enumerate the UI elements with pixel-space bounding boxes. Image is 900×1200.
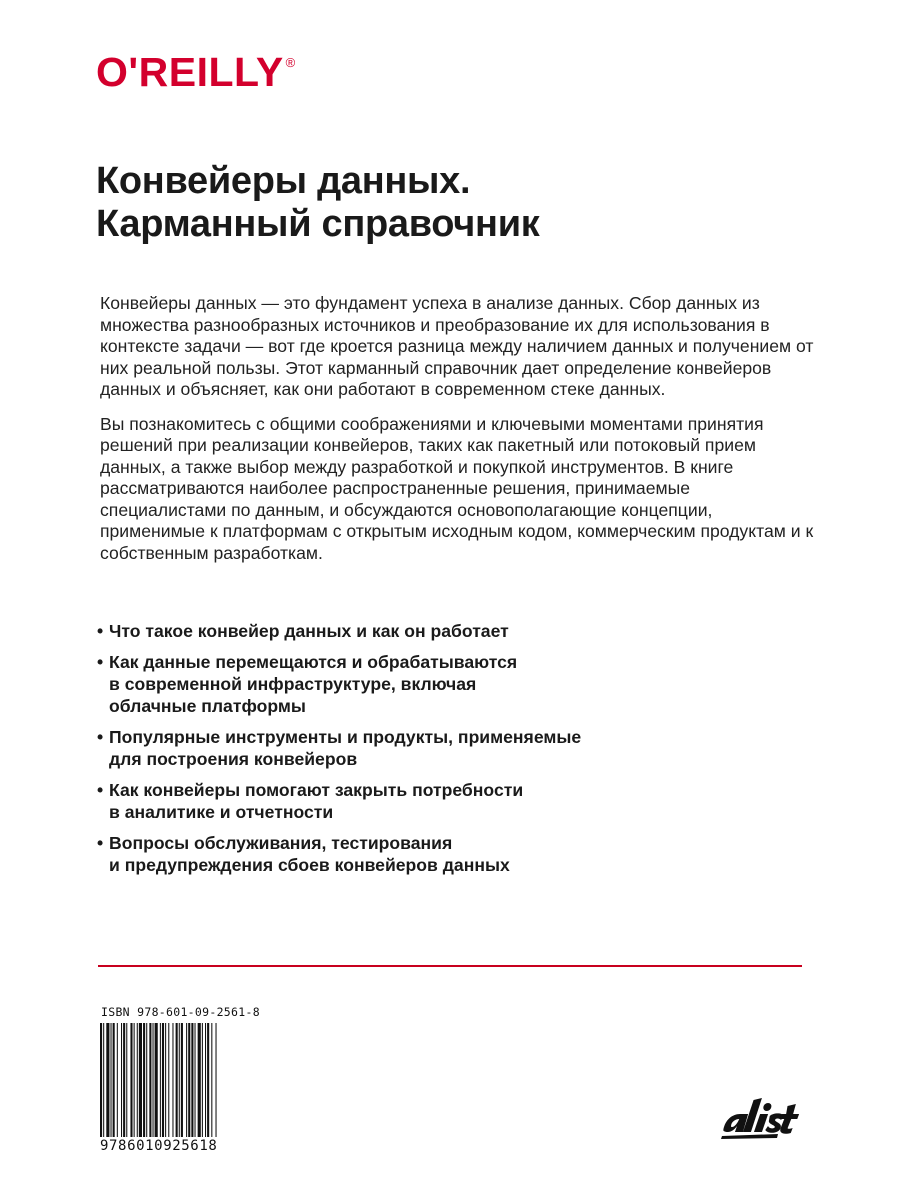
- barcode-bar: [160, 1023, 161, 1137]
- book-description: [100, 293, 820, 577]
- topic-line: для построения конвейеров: [109, 749, 358, 769]
- topic-line: • Как данные перемещаются и обрабатываются: [109, 652, 518, 672]
- barcode-bar: [121, 1023, 122, 1137]
- barcode-bar: [117, 1023, 118, 1137]
- alist-logo-underline: [721, 1134, 778, 1139]
- description-paragraph-2: Вы познакомитесь с общими соображениями и ключевыми моментами принятия решений при реализации конвейеров, таких как пакетный или потоковый прием данных, а также выбор между разработкой и покупкой инструментов. В книге рассматриваются наиболее распространенные решения, принимаемые специалистами по данным, и обсуждаются основополагающие концепции, применимые к платформам с открытым исходным кодом, коммерческим продуктам и к собственным разработкам.: [100, 413, 814, 563]
- barcode-bar: [130, 1023, 132, 1137]
- barcode-bar: [179, 1023, 180, 1137]
- topic-item: [97, 651, 737, 717]
- topic-item: [97, 779, 737, 823]
- barcode-bar: [211, 1023, 212, 1137]
- book-title-line-1: Конвейеры данных.: [96, 160, 471, 202]
- barcode-bar: [134, 1023, 135, 1137]
- barcode-bar: [123, 1023, 125, 1137]
- book-title: [96, 160, 816, 246]
- barcode-bar: [195, 1023, 196, 1137]
- barcode-bar: [207, 1023, 209, 1137]
- publisher-logo: [96, 49, 296, 95]
- barcode-bar: [155, 1023, 158, 1137]
- barcode-bar: [181, 1023, 183, 1137]
- barcode-bar: [216, 1023, 217, 1137]
- barcode-bar: [176, 1023, 178, 1137]
- barcode-bar: [146, 1023, 147, 1137]
- topic-line: в аналитике и отчетности: [109, 802, 334, 822]
- divider-rule: [98, 965, 802, 967]
- barcode-bar: [126, 1023, 127, 1137]
- barcode-bar: [162, 1023, 164, 1137]
- barcode-bar: [103, 1023, 104, 1137]
- barcode-bar: [143, 1023, 145, 1137]
- topic-line: • Популярные инструменты и продукты, применяемые: [109, 727, 582, 747]
- barcode-digits: 9786010925618: [100, 1138, 218, 1154]
- isbn-label: ISBN 978-601-09-2561-8: [101, 1005, 260, 1019]
- barcode-bar: [149, 1023, 151, 1137]
- barcode-bar: [165, 1023, 166, 1137]
- alist-logo: [720, 1092, 806, 1140]
- topic-item: [97, 832, 737, 876]
- topic-line: облачные платформы: [109, 696, 306, 716]
- barcode-bar: [191, 1023, 193, 1137]
- topic-line: • Что такое конвейер данных и как он работает: [109, 621, 509, 641]
- topics-list: [97, 620, 737, 885]
- barcode-bar: [153, 1023, 154, 1137]
- topic-line: • Вопросы обслуживания, тестирования: [109, 833, 453, 853]
- registered-mark: ®: [285, 55, 296, 70]
- barcode-bar: [186, 1023, 187, 1137]
- publisher-name: O'REILLY: [96, 49, 284, 95]
- topic-line: и предупреждения сбоев конвейеров данных: [109, 855, 510, 875]
- topic-line: • Как конвейеры помогают закрыть потребности: [109, 780, 524, 800]
- description-paragraph-1: Конвейеры данных — это фундамент успеха в анализе данных. Сбор данных из множества разнообразных источников и преобразование их для использования в контексте задачи — вот где кроется разница между наличием данных и получением от них реальной пользы. Этот карманный справочник дает определение конвейеров данных и объясняет, как они работают в современном стеке данных.: [100, 293, 814, 399]
- barcode-bar: [168, 1023, 169, 1137]
- barcode-bar: [198, 1023, 201, 1137]
- barcode-bar: [139, 1023, 142, 1137]
- book-title-line-2: Карманный справочник: [96, 203, 540, 245]
- topic-item: [97, 726, 737, 770]
- barcode-image: [100, 1023, 250, 1137]
- barcode-bar: [137, 1023, 138, 1137]
- topic-item: [97, 620, 737, 642]
- barcode-bar: [106, 1023, 109, 1137]
- barcode-bar: [188, 1023, 190, 1137]
- barcode-bar: [113, 1023, 115, 1137]
- topic-line: в современной инфраструктуре, включая: [109, 674, 477, 694]
- barcode-bar: [202, 1023, 203, 1137]
- barcode-bar: [205, 1023, 206, 1137]
- barcode-bar: [111, 1023, 112, 1137]
- barcode-bar: [100, 1023, 102, 1137]
- barcode-bar: [172, 1023, 173, 1137]
